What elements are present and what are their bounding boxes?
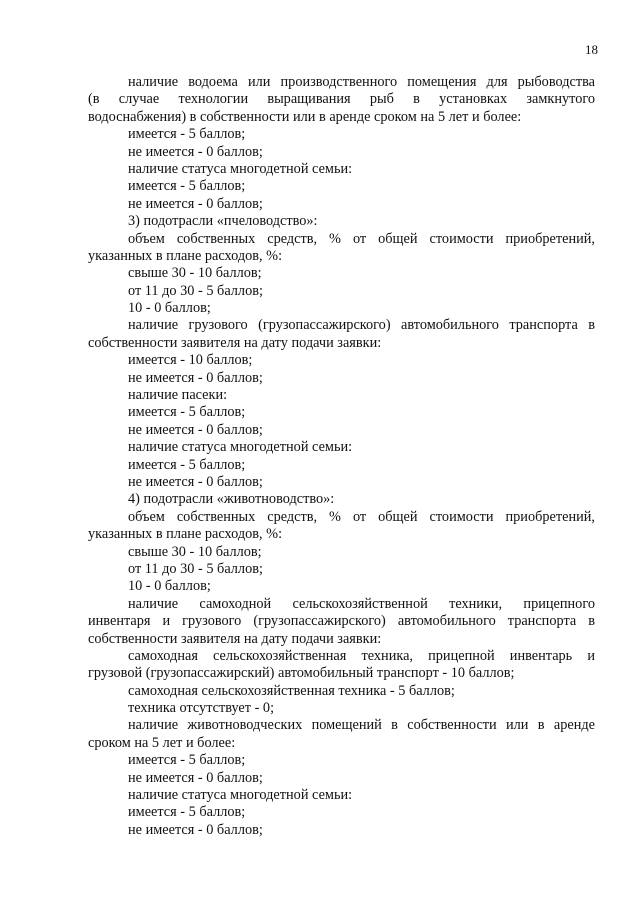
text-line: 10 - 0 баллов; <box>128 578 211 595</box>
text-line: имеется - 5 баллов; <box>128 178 246 195</box>
text-line: грузовой (грузопассажирский) автомобильный транспорт - 10 баллов; <box>88 665 515 682</box>
text-line: от 11 до 30 - 5 баллов; <box>128 282 263 299</box>
text-line: наличие статуса многодетной семьи: <box>128 439 353 456</box>
text-line: водоснабжения) в собственности или в аренде сроком на 5 лет и более: <box>88 108 522 125</box>
text-line: имеется - 5 баллов; <box>128 804 246 821</box>
document-body <box>88 74 595 839</box>
text-line: наличие статуса многодетной семьи: <box>128 160 353 177</box>
text-line: имеется - 5 баллов; <box>128 126 246 143</box>
text-line: 10 - 0 баллов; <box>128 300 211 317</box>
text-line: наличие грузового (грузопассажирского) автомобильного транспорта в <box>128 317 595 334</box>
text-line: имеется - 5 баллов; <box>128 404 246 421</box>
text-line: имеется - 5 баллов; <box>128 752 246 769</box>
text-line: наличие статуса многодетной семьи: <box>128 787 353 804</box>
text-line: не имеется - 0 баллов; <box>128 821 263 838</box>
text-line: указанных в плане расходов, %: <box>88 247 283 264</box>
text-line: имеется - 5 баллов; <box>128 456 246 473</box>
text-line: наличие самоходной сельскохозяйственной техники, прицепного <box>128 595 595 612</box>
text-line: собственности заявителя на дату подачи заявки: <box>88 630 382 647</box>
text-line: не имеется - 0 баллов; <box>128 195 263 212</box>
text-line: наличие животноводческих помещений в собственности или в аренде <box>128 717 595 734</box>
text-line: (в случае технологии выращивания рыб в установках замкнутого <box>88 91 595 108</box>
text-line: не имеется - 0 баллов; <box>128 473 263 490</box>
text-line: самоходная сельскохозяйственная техника, прицепной инвентарь и <box>128 647 595 664</box>
text-line: собственности заявителя на дату подачи заявки: <box>88 334 382 351</box>
text-line: техника отсутствует - 0; <box>128 700 275 717</box>
text-line: самоходная сельскохозяйственная техника - 5 баллов; <box>128 682 455 699</box>
text-line: не имеется - 0 баллов; <box>128 143 263 160</box>
text-line: не имеется - 0 баллов; <box>128 369 263 386</box>
text-line: указанных в плане расходов, %: <box>88 526 283 543</box>
text-line: от 11 до 30 - 5 баллов; <box>128 560 263 577</box>
text-line: сроком на 5 лет и более: <box>88 734 236 751</box>
text-line: свыше 30 - 10 баллов; <box>128 265 262 282</box>
text-line: 3) подотрасли «пчеловодство»: <box>128 213 318 230</box>
page-number: 18 <box>585 42 598 57</box>
text-line: наличие пасеки: <box>128 387 228 404</box>
text-line: объем собственных средств, % от общей стоимости приобретений, <box>128 230 595 247</box>
text-line: не имеется - 0 баллов; <box>128 421 263 438</box>
text-line: наличие водоема или производственного помещения для рыбоводства <box>128 74 595 90</box>
text-line: имеется - 10 баллов; <box>128 352 253 369</box>
text-line: свыше 30 - 10 баллов; <box>128 543 262 560</box>
text-line: не имеется - 0 баллов; <box>128 769 263 786</box>
text-line: инвентаря и грузового (грузопассажирского) автомобильного транспорта в <box>88 613 595 630</box>
text-line: 4) подотрасли «животноводство»: <box>128 491 335 508</box>
text-line: объем собственных средств, % от общей стоимости приобретений, <box>128 508 595 525</box>
